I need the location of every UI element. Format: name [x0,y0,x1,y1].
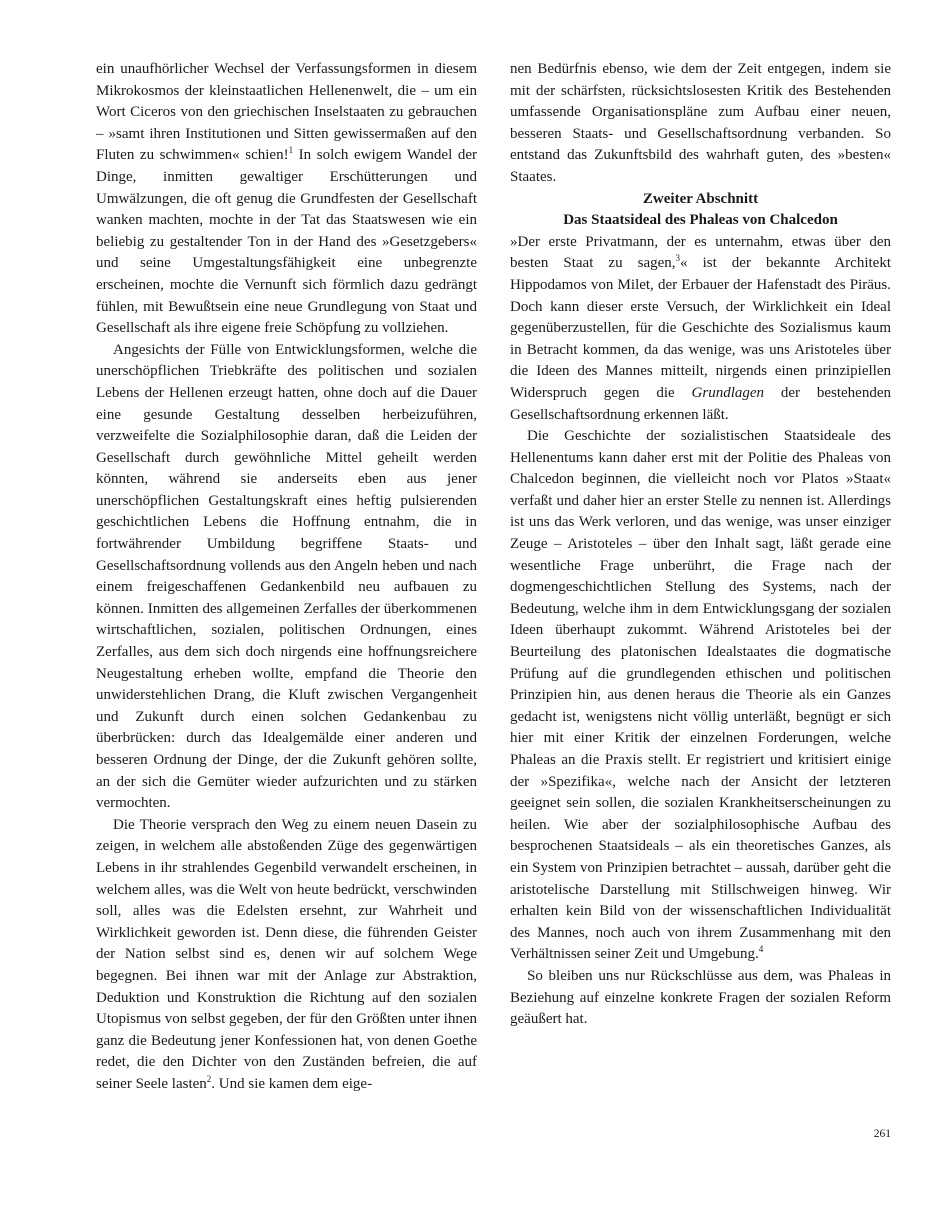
paragraph [96,815,477,1096]
footnote-marker[interactable]: 2 [206,1073,212,1084]
section-title: Das Staatsideal des Phaleas von Chalcedon [563,212,838,229]
right-column [510,59,891,1031]
text-run: Die Geschichte der sozialistischen Staatsideale des Hellenentums kann daher erst mit der Politie des Phaleas von Chalcedon beginnen, die vielleicht noch vor Platos »Staat« verfaßt und daher hier an erster Stelle zu nennen ist. Allerdings ist uns das Werk verloren, und das wenige, was unser einziger Zeuge – Aristoteles – über den Inhalt sagt, läßt gerade eine wesentliche Frage unberührt, die Frage nach der dogmengeschichtlichen Stellung des Systems, nach der Bedeutung, welche ihm in dem Entwicklungsgang der sozialen Ideen überhaupt zukommt. Während Aristoteles bei der Beurteilung des platonischen Idealstaates die dogmatische Prüfung auf die grundlegenden ethischen und politischen Prinzipien hin, aus denen heraus die Theorie als ein Ganzes gedacht ist, wenigstens nicht völlig unterläßt, begnügt er sich hier mit einer Kritik der einzelnen Forderungen, welche Phaleas an die Praxis stellt. Er registriert und kritisiert einige der »Spezifika«, welche nach der Ansicht der letzteren geeignet sein sollen, die sozialen Krankheitserscheinungen zu heilen. Wie aber der sozialphilosophische Aufbau des besprochenen Staatsideals – als ein theoretisches Ganzes, als ein System von Prinzipien betrachtet – aussah, darüber geht die aristotelische Darstellung mit Stillschweigen hinweg. Wir erhalten kein Bild von der wissenschaftlichen Individualität des Mannes, noch auch von ihrem Zusammenhang mit den Verhältnissen seiner Zeit und Umgebung. [510,428,891,963]
text-run: ein unaufhörlicher Wechsel der Verfassungsformen in diesem Mikrokosmos der kleinstaatlichen Hellenenwelt, die – um ein Wort Ciceros von den griechischen Inselstaaten zu gebrauchen – »samt ihren Institutionen und Sitten gewissermaßen auf den Fluten zu schwimmen« schien! [96,61,477,164]
paragraph [510,426,891,966]
text-run: . Und sie kamen dem eige- [211,1075,373,1092]
paragraph [96,59,477,340]
left-column [96,59,477,1096]
footnote-marker[interactable]: 1 [288,145,294,156]
paragraph [510,232,891,426]
paragraph: So bleiben uns nur Rückschlüsse aus dem, was Phaleas in Beziehung auf einzelne konkrete Fragen der sozialen Reform geäußert hat. [510,967,891,1028]
paragraph: nen Bedürfnis ebenso, wie dem der Zeit entgegen, indem sie mit der schärfsten, rücksichtslosesten Kritik des Bestehenden umfassende Organisationspläne zum Aufbau einer neuen, besseren Staats- und Gesellschaftsordnung verbanden. So entstand das Zukunftsbild des wahrhaft guten, des »besten« Staates. [510,61,891,185]
footnote-marker[interactable]: 4 [758,944,764,955]
text-run: In solch ewigem Wandel der Dinge, inmitten gewaltiger Erschütterungen und Umwälzungen, die oft genug die Grundfesten der Gesellschaft wanken machten, mochte in der Tat das Staatswesen wie ein beliebig zu gestaltender Ton in der Hand des »Gesetzgebers« und seine Umgestaltungsfähigkeit eine unbegrenzte erscheinen, mochte die Vernunft sich förmlich dazu gedrängt fühlen, mit Bewußtsein eine neue Grundlegung von Staat und Gesellschaft als ihre eigene freie Schöpfung zu vollziehen. [96,147,477,337]
text-run: « ist der bekannte Architekt Hippodamos von Milet, der Erbauer der Hafenstadt des Piräus. Doch kann dieser erste Versuch, der Wirklichkeit ein Ideal gegenüberzustellen, für die Geschichte des Sozialismus kaum in Betracht kommen, da das wenige, was uns Aristoteles über die Ideen des Mannes mitteilt, nirgends einen prinzipiellen Widerspruch gegen die [510,255,891,401]
paragraph: Angesichts der Fülle von Entwicklungsformen, welche die unerschöpflichen Triebkräfte des politischen und sozialen Lebens der Hellenen erzeugt hatten, ohne doch auf die Dauer eine gesunde Gestaltung desselben herbeizuführen, verzweifelte die Sozialphilosophie daran, daß die Leiden der Gesellschaft durch gewöhnliche Mittel geheilt werden könnten, während sie anderseits eben aus jener unerschöpflichen Gestaltungskraft eines heftig pulsierenden geschichtlichen Lebens die Hoffnung entnahm, die in fortwährender Umbildung begriffene Staats- und Gesellschaftsordnung vollends aus den Angeln heben und nach einem freigeschaffenen Gedankenbild neu aufbauen zu können. Inmitten des allgemeinen Zerfalles der überkommenen wirtschaftlichen, sozialen, politischen Ordnungen, eines Zerfalles, aus dem sich doch nirgends eine hoffnungsreichere Neugestaltung erheben wollte, empfand die Theorie den unwiderstehlichen Drang, die Kluft zwischen Vergangenheit und Zukunft durch einen solchen Gedankenbau zu überbrücken: durch das Idealgemälde einer anderen und besseren Ordnung der Dinge, der die Zukunft gehören sollte, an der sich die Gemüter wieder aufzurichten und zu stärken vermochten. [96,341,477,812]
text-run: Die Theorie versprach den Weg zu einem neuen Dasein zu zeigen, in welchem alle abstoßenden Züge des gegenwärtigen Lebens in ihr strahlendes Gegenbild verwandelt erscheinen, in welchem alles, was die Welt von heute bedrückt, verschwinden soll, alles was die Edelsten ersehnt, zur Wahrheit und Wirklichkeit geworden ist. Denn diese, die führenden Geister der Nation selbst sind es, denen wir auf solchem Wege begegnen. Bei ihnen war mit der Anlage zur Abstraktion, Deduktion und Konstruktion die Richtung auf den sozialen Utopismus von selbst gegeben, der für den Größten unter ihnen ganz die Bedeutung jener Konfessionen hat, von denen Goethe redet, die den Dichter von den Zuständen befreien, die auf seiner Seele lasten [96,816,477,1092]
text-run: »Der erste Privatmann, der es unternahm, etwas über den besten Staat zu sagen, [510,233,891,272]
footnote-marker[interactable]: 3 [675,253,681,264]
text-run: der bestehenden Gesellschaftsordnung erkennen läßt. [510,384,891,423]
emphasis: Grundlagen [691,384,765,401]
page-number: 261 [873,1128,891,1140]
section-heading: Zweiter Abschnitt [642,190,759,207]
